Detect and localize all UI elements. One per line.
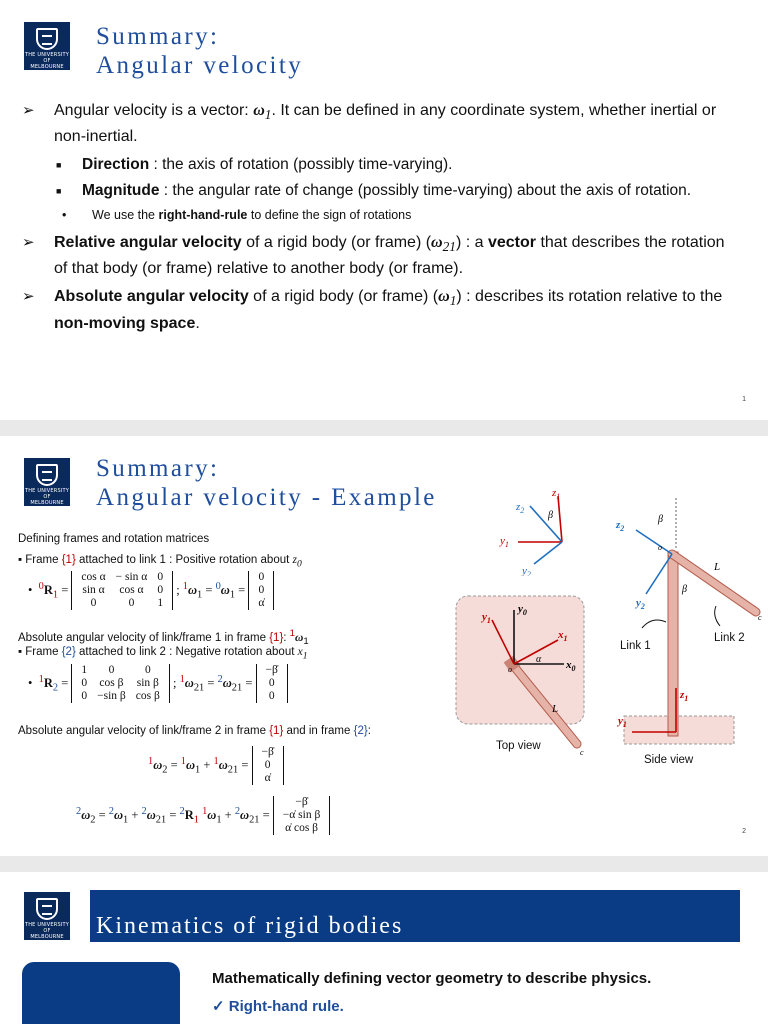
- university-logo: THE UNIVERSITY OF MELBOURNE: [24, 22, 70, 70]
- y2-label: $y_2$: [636, 597, 645, 611]
- frame-orientation-diagram: [490, 486, 580, 576]
- slide-2: [0, 436, 768, 856]
- matrix-cell: 0: [258, 571, 265, 583]
- side-panel: [22, 962, 180, 1024]
- frame2-line: ▪ Frame {2} attached to link 2 : Negative rotation about $x_1$: [18, 646, 308, 662]
- matrix-cell: −β̇: [295, 796, 308, 808]
- z2-label: $z_2$: [616, 519, 625, 533]
- y2-label: $y_2$: [522, 565, 531, 576]
- matrix-cell: 0: [108, 664, 115, 676]
- check-icon: ✓: [212, 998, 225, 1015]
- matrix-cell: 0: [144, 664, 151, 676]
- side-view-diagram: [612, 488, 762, 758]
- bullet-definition: ➢ Angular velocity is a vector: $\omega_1$. It can be defined in any coordinate system, whether inertial or non-inertial.: [0, 100, 730, 148]
- y2-axis: [534, 542, 562, 564]
- equation-w2-frame2: $^2\omega_2 = ^2\omega_1 + ^2\omega_{21} = ^2R_1$ $^1\omega_1 + ^2\omega_{21}$ = −β̇ −α̇ sin β α̇ cos β: [76, 796, 330, 835]
- top-view-diagram: [452, 592, 592, 762]
- frame1-line: ▪ Frame {1} attached to link 1 : Positive rotation about $z_0$: [18, 554, 302, 570]
- matrix-cell: cos β: [99, 677, 124, 689]
- university-logo: THE UNIVERSITY OF MELBOURNE: [24, 892, 70, 940]
- matrix-R01: [71, 571, 173, 610]
- crest-icon: [36, 898, 58, 920]
- matrix-cell: 0: [268, 690, 275, 702]
- matrix-cell: −β̇: [265, 664, 278, 676]
- vector-w2-frame1: [252, 746, 284, 785]
- z1-label: $z_1$: [552, 487, 561, 501]
- matrix-cell: − sin α: [115, 571, 148, 583]
- link1-label: Link 1: [620, 640, 651, 652]
- matrix-cell: 0: [157, 571, 164, 583]
- z2-label: $z_2$: [516, 501, 525, 515]
- matrix-cell: −β̇: [261, 746, 274, 758]
- matrix-cell: 0: [81, 677, 88, 689]
- matrix-cell: sin β: [136, 677, 159, 689]
- equation-w2-frame1: $^1\omega_2 = ^1\omega_1 + ^1\omega_{21}$ = −β̇ 0 α̇: [148, 746, 284, 785]
- bullet-magnitude: ■ Magnitude : the angular rate of change (possibly time-varying) about the axis of rotation.: [0, 180, 730, 202]
- bullet-relative: ➢ Relative angular velocity of a rigid body (or frame) $(\omega_{21})$ : a vector that describes the rotation of that body (or frame) relative to another body (or frame).: [0, 232, 730, 280]
- rotation-matrix-1: • $^0R_1$ = cos α − sin α 0 sin α cos α 0 0 0 1 ; $^1\omega_1 = ^0\omega_1$ = 0 0 α̇: [28, 571, 274, 610]
- matrix-cell: α̇: [264, 772, 271, 784]
- matrix-cell: 0: [268, 677, 275, 689]
- x1-label: $x_1$: [558, 629, 568, 643]
- crest-icon: [36, 464, 58, 486]
- z1-axis: [558, 496, 562, 542]
- slide-3: [0, 872, 768, 1024]
- matrix-cell: α̇: [258, 597, 265, 609]
- page-number: 2: [742, 828, 746, 835]
- side-view-caption: Side view: [644, 754, 694, 766]
- university-logo: THE UNIVERSITY OF MELBOURNE: [24, 458, 70, 506]
- y1-label: $y_1$: [618, 715, 627, 729]
- y1-label: $y_1$: [482, 611, 491, 625]
- crest-icon: [36, 28, 58, 50]
- slide-1: [0, 0, 768, 420]
- o-label: o: [658, 543, 662, 552]
- y1-label: $y_1$: [500, 535, 509, 549]
- matrix-cell: 0: [81, 690, 88, 702]
- abs1-line: Absolute angular velocity of link/frame 1 in frame {1}: $^1\omega_1$: [18, 628, 309, 648]
- rotation-matrix-2: • $^1R_2$ = 1 0 0 0 cos β sin β 0 −sin β cos β ; $^1\omega_{21} = ^2\omega_{21}$ = −β̇ 0 0: [28, 664, 288, 703]
- x0-label: $x_0$: [566, 659, 576, 673]
- matrix-cell: α̇ cos β: [285, 822, 319, 834]
- matrix-cell: −α̇ sin β: [282, 809, 321, 821]
- vector-w2-frame2: [273, 796, 331, 835]
- bullet-direction: ■ Direction : the axis of rotation (possibly time-varying).: [0, 154, 730, 176]
- matrix-cell: cos α: [119, 584, 144, 596]
- matrix-cell: 0: [258, 584, 265, 596]
- matrix-cell: 0: [157, 584, 164, 596]
- y0-label: $y_0$: [518, 603, 527, 617]
- abs2-line: Absolute angular velocity of link/frame 2 in frame {1} and in frame {2}:: [18, 725, 371, 737]
- o-label: o: [508, 665, 512, 674]
- matrix-cell: 1: [157, 597, 164, 609]
- matrix-cell: −sin β: [97, 690, 126, 702]
- bullet-right-hand-rule: • We use the right-hand-rule to define the sign of rotations: [0, 206, 730, 224]
- intro-line: Mathematically defining vector geometry to describe physics.: [212, 970, 652, 987]
- beta-label: β: [548, 510, 553, 521]
- page-number: 1: [742, 396, 746, 403]
- section-heading: Defining frames and rotation matrices: [18, 533, 210, 545]
- c-label: c: [580, 748, 584, 757]
- L-label: L: [552, 703, 559, 715]
- beta-label-1: β: [658, 514, 663, 525]
- alpha-label: α: [536, 654, 542, 665]
- matrix-cell: sin α: [82, 584, 105, 596]
- slide-title: Kinematics of rigid bodies: [96, 913, 404, 939]
- matrix-cell: cos β: [135, 690, 160, 702]
- z2-axis: [530, 506, 562, 542]
- link2-label: Link 2: [714, 632, 745, 644]
- vector-w1: [248, 571, 274, 610]
- matrix-cell: 0: [128, 597, 135, 609]
- c-label: c: [758, 613, 762, 622]
- matrix-cell: 0: [264, 759, 271, 771]
- beta-label-2: β: [682, 584, 687, 595]
- side-view-base: [624, 716, 734, 744]
- slide-title: Summary: Angular velocity: [96, 23, 304, 79]
- z2-axis: [636, 530, 672, 554]
- slide-title: Summary: Angular velocity - Example: [96, 455, 437, 511]
- matrix-R12: [71, 664, 169, 703]
- matrix-cell: 0: [90, 597, 97, 609]
- bullet-absolute: ➢ Absolute angular velocity of a rigid body (or frame) $(\omega_1)$ : describes its rotation relative to the non-moving space.: [0, 286, 730, 334]
- vector-w21: [256, 664, 288, 703]
- z1-label: $z_1$: [680, 689, 689, 703]
- L-label: L: [714, 561, 721, 573]
- bullet-list: [0, 100, 730, 341]
- matrix-cell: cos α: [81, 571, 106, 583]
- top-view-caption: Top view: [496, 740, 541, 752]
- check-line: ✓ Right-hand rule.: [212, 998, 344, 1015]
- matrix-cell: 1: [81, 664, 88, 676]
